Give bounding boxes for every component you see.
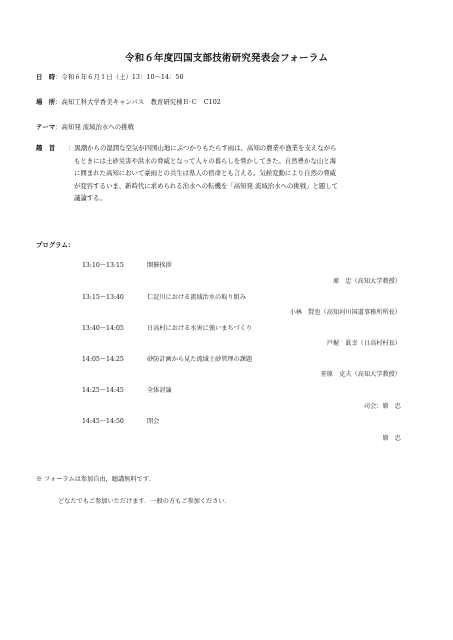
program-time: 13:40〜14:05 [82, 325, 124, 332]
program-topic: 全体討論 [147, 387, 172, 394]
program-speaker: 司会：原 忠 [363, 403, 401, 410]
program-speaker: 戸梶 眞幸（日高村村長） [326, 340, 401, 347]
program-speaker: 原 忠 [382, 435, 401, 442]
program-time: 14:05〜14:25 [82, 356, 124, 363]
program-heading: プログラム： [36, 241, 75, 249]
note-line-1: ※ フォーラムは参加自由，聴講無料です． [36, 476, 155, 483]
date-label: 日 時 [36, 73, 56, 81]
place-value: ：高知工科大学香美キャンパス 教育研究棟Ｂ·Ｃ C102 [55, 98, 221, 106]
program-topic: 仁淀川における流域治水の取り組み [147, 294, 246, 301]
date-row [36, 73, 184, 82]
theme-row [36, 123, 134, 132]
purpose-text [68, 142, 413, 205]
program-time: 14:25〜14:45 [82, 387, 124, 394]
program-topic: 閉会 [147, 418, 160, 425]
program-speaker: 小林 賢也（高知河川国道事務所所長） [289, 309, 401, 316]
note-line-2: どなたでもご参加いただけます．一般の方もご参加ください． [58, 498, 231, 505]
date-value: ：令和６年６月１日（土）13：10〜14：50 [55, 73, 184, 81]
program-time: 13:10〜13:15 [82, 262, 124, 269]
program-time: 13:15〜13:40 [82, 294, 124, 301]
program-topic: 開催挨拶 [147, 262, 172, 269]
purpose-line: ：黒潮からの湿潤な空気が四国山地にぶつかりもたらす雨は、高知の農業や漁業を支えながら [68, 144, 337, 152]
place-label: 場 所 [36, 98, 56, 106]
purpose-line: もときには土砂災害や洪水の脅威となって人々の暮らしを脅かしてきた。自然豊かな山と海 [74, 156, 337, 165]
purpose-line: に囲まれた高知において豪雨との共生は県人の宿命とも言える。気候変動により自然の脅威 [74, 169, 337, 177]
program-topic: 砂防計画から見た流域土砂管理の課題 [147, 356, 253, 363]
purpose-label: 趣 旨 [36, 144, 56, 152]
place-row [36, 98, 221, 107]
purpose-line: 議論する。 [74, 194, 106, 202]
program-speaker: 原 忠（高知大学教授） [332, 278, 401, 285]
purpose-line: が変容するいま、新時代に求められる治水への転機を「高知発 流域治水への挑戦」と題して [74, 181, 339, 190]
theme-value: ：高知発 流域治水への挑戦 [55, 123, 134, 131]
program-time: 14:45〜14:50 [82, 418, 124, 425]
purpose-row [36, 144, 55, 153]
program-topic: 日高村における水害に強いまちづくり [147, 325, 253, 332]
program-speaker: 笹原 克夫（高知大学教授） [320, 371, 401, 378]
page-title: 令和６年度四国支部技術研究発表会フォーラム [124, 53, 329, 64]
theme-label: テーマ [36, 123, 56, 131]
